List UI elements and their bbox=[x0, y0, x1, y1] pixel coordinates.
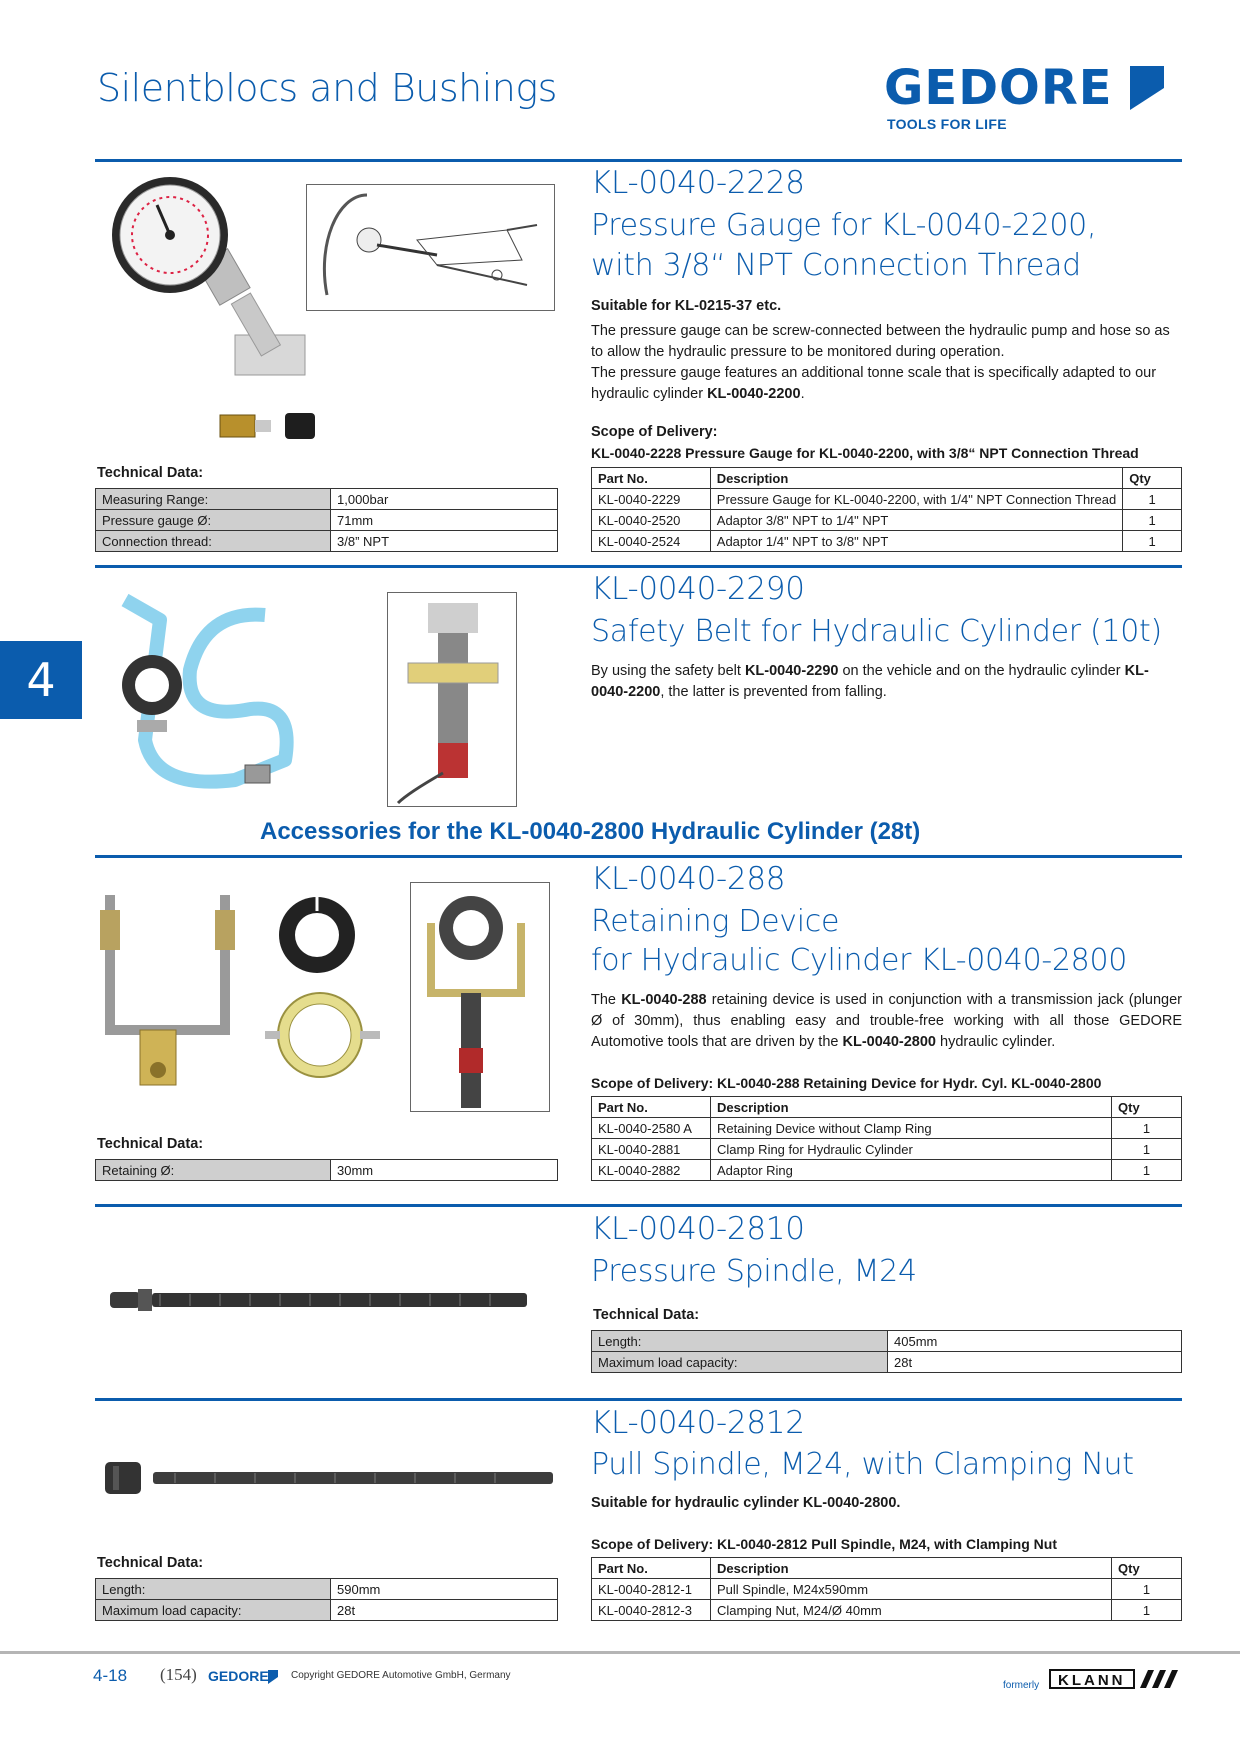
table-row bbox=[592, 1118, 1182, 1139]
scope-table bbox=[591, 467, 1182, 552]
scope-line: Scope of Delivery: KL-0040-2812 Pull Spindle, M24, with Clamping Nut bbox=[591, 1536, 1057, 1552]
page-title: Silentblocs and Bushings bbox=[97, 66, 557, 110]
formerly-label: formerly bbox=[1003, 1680, 1040, 1691]
safety-belt-image bbox=[115, 590, 305, 805]
cell: Pressure Gauge for KL-0040-2200, with 1/4" NPT Connection Thread bbox=[710, 489, 1122, 510]
cell: 1 bbox=[1112, 1600, 1182, 1621]
cell: 71mm bbox=[331, 510, 558, 531]
cell: Retaining Ø: bbox=[96, 1160, 331, 1181]
description-text: The pressure gauge features an additional tonne scale that is specifically adapted to our hydraulic cylinder bbox=[591, 365, 1157, 402]
scope-table bbox=[591, 1557, 1182, 1621]
cell: 3/8” NPT bbox=[331, 531, 558, 552]
product-title: Pressure Spindle, M24 bbox=[591, 1254, 917, 1289]
col-qty: Qty bbox=[1112, 1097, 1182, 1118]
suitable-for: Suitable for KL-0215-37 etc. bbox=[591, 298, 782, 314]
col-description: Description bbox=[711, 1558, 1112, 1579]
section-divider bbox=[95, 565, 1182, 568]
logo-wordmark: GEDORE bbox=[884, 60, 1113, 116]
safety-belt-photo bbox=[387, 592, 517, 807]
klann-text: KLANN bbox=[1058, 1672, 1126, 1689]
cell: KL-0040-2229 bbox=[592, 489, 711, 510]
table-row bbox=[96, 1160, 558, 1181]
cell: 405mm bbox=[888, 1331, 1182, 1352]
pressure-spindle-image bbox=[110, 1285, 535, 1315]
cell: KL-0040-2520 bbox=[592, 510, 711, 531]
product-title: for Hydraulic Cylinder KL-0040-2800 bbox=[591, 943, 1128, 978]
description-text: The bbox=[591, 992, 622, 1008]
suitable-for: Suitable for hydraulic cylinder KL-0040-2800. bbox=[591, 1495, 901, 1511]
cell: Connection thread: bbox=[96, 531, 331, 552]
tech-data-label: Technical Data: bbox=[97, 1555, 204, 1571]
tech-data-table bbox=[95, 488, 558, 552]
description-text: , the latter is prevented from falling. bbox=[660, 684, 887, 700]
cell: 1,000bar bbox=[331, 489, 558, 510]
table-header-row bbox=[592, 468, 1182, 489]
table-header-row bbox=[592, 1558, 1182, 1579]
description-text: By using the safety belt bbox=[591, 663, 745, 679]
table-row bbox=[592, 1139, 1182, 1160]
col-part-no: Part No. bbox=[592, 468, 711, 489]
cell: 1 bbox=[1112, 1579, 1182, 1600]
tech-data-table bbox=[95, 1578, 558, 1621]
section-heading: Accessories for the KL-0040-2800 Hydraulic Cylinder (28t) bbox=[260, 818, 921, 845]
description-text: retaining device is used in conjunction with a transmission jack (plunger Ø of 30mm), thus enabling easy and trouble-free working with all those GEDORE Automotive tools that are driven by the bbox=[591, 992, 1182, 1050]
product-title: Pull Spindle, M24, with Clamping Nut bbox=[591, 1447, 1134, 1482]
cell: KL-0040-2881 bbox=[592, 1139, 711, 1160]
cell: 1 bbox=[1112, 1118, 1182, 1139]
cell: 1 bbox=[1123, 489, 1182, 510]
cell: 28t bbox=[888, 1352, 1182, 1373]
table-row bbox=[96, 1600, 558, 1621]
clamp-rings-image bbox=[265, 895, 385, 1085]
description-bold: KL-0040-288 bbox=[621, 992, 707, 1008]
cell: Measuring Range: bbox=[96, 489, 331, 510]
tech-data-table bbox=[591, 1330, 1182, 1373]
product-number: KL-0040-2812 bbox=[591, 1405, 805, 1441]
footer-logo: GEDORE bbox=[208, 1668, 269, 1684]
table-row bbox=[96, 531, 558, 552]
product-title: Pressure Gauge for KL-0040-2200, bbox=[591, 208, 1097, 243]
page-number-alt: (154) bbox=[160, 1665, 197, 1684]
description-text: The pressure gauge can be screw-connected between the hydraulic pump and hose so as to allow the hydraulic pressure to be monitored during operation. bbox=[591, 323, 1170, 360]
footer-divider bbox=[0, 1651, 1240, 1654]
description-text: . bbox=[800, 386, 805, 402]
product-number: KL-0040-2290 bbox=[591, 571, 805, 607]
description-text: hydraulic cylinder. bbox=[935, 1034, 1056, 1050]
description-bold: KL-0040-2290 bbox=[744, 663, 839, 679]
cell: Clamping Nut, M24/Ø 40mm bbox=[711, 1600, 1112, 1621]
cell: Length: bbox=[592, 1331, 888, 1352]
table-row bbox=[592, 1600, 1182, 1621]
table-row bbox=[96, 510, 558, 531]
product-description bbox=[591, 661, 1182, 703]
retaining-device-photo bbox=[410, 882, 550, 1112]
pressure-gauge-diagram bbox=[306, 184, 555, 311]
col-qty: Qty bbox=[1112, 1558, 1182, 1579]
table-row bbox=[592, 510, 1182, 531]
cell: Retaining Device without Clamp Ring bbox=[711, 1118, 1112, 1139]
product-number: KL-0040-2810 bbox=[591, 1211, 805, 1247]
cell: 30mm bbox=[331, 1160, 558, 1181]
product-title: Safety Belt for Hydraulic Cylinder (10t) bbox=[591, 614, 1162, 649]
tech-data-table bbox=[95, 1159, 558, 1181]
table-row bbox=[592, 531, 1182, 552]
col-qty: Qty bbox=[1123, 468, 1182, 489]
section-divider bbox=[95, 1398, 1182, 1401]
cell: Adaptor Ring bbox=[711, 1160, 1112, 1181]
cell: 1 bbox=[1112, 1139, 1182, 1160]
logo-arrow-icon bbox=[1130, 66, 1164, 110]
table-row bbox=[592, 1579, 1182, 1600]
scope-line: KL-0040-2228 Pressure Gauge for KL-0040-2200, with 3/8“ NPT Connection Thread bbox=[591, 445, 1139, 461]
section-divider bbox=[95, 1204, 1182, 1207]
chapter-tab: 4 bbox=[0, 641, 82, 719]
table-row bbox=[592, 1352, 1182, 1373]
tech-data-label: Technical Data: bbox=[97, 465, 204, 481]
scope-line: Scope of Delivery: KL-0040-288 Retaining Device for Hydr. Cyl. KL-0040-2800 bbox=[591, 1075, 1102, 1091]
copyright: Copyright GEDORE Automotive GmbH, Germany bbox=[291, 1670, 511, 1681]
cell: KL-0040-2812-1 bbox=[592, 1579, 711, 1600]
table-header-row bbox=[592, 1097, 1182, 1118]
cell: KL-0040-2882 bbox=[592, 1160, 711, 1181]
product-number: KL-0040-2228 bbox=[591, 165, 805, 201]
cell: 590mm bbox=[331, 1579, 558, 1600]
product-title: Retaining Device bbox=[591, 904, 840, 939]
pressure-gauge-image bbox=[105, 175, 325, 445]
pull-spindle-image bbox=[105, 1460, 555, 1496]
cell: 28t bbox=[331, 1600, 558, 1621]
section-divider bbox=[95, 855, 1182, 858]
table-row bbox=[96, 1579, 558, 1600]
retaining-device-image bbox=[95, 880, 255, 1095]
description-bold: KL-0040-2200 bbox=[591, 663, 1149, 700]
gedore-logo bbox=[884, 62, 1184, 132]
table-row bbox=[592, 1331, 1182, 1352]
table-row bbox=[592, 489, 1182, 510]
tech-data-label: Technical Data: bbox=[593, 1307, 700, 1323]
cell: KL-0040-2812-3 bbox=[592, 1600, 711, 1621]
product-description bbox=[591, 990, 1182, 1053]
cell: Adaptor 1/4" NPT to 3/8" NPT bbox=[710, 531, 1122, 552]
scope-label: Scope of Delivery: bbox=[591, 424, 718, 440]
footer-logo-arrow-icon bbox=[268, 1670, 278, 1684]
cell: Pressure gauge Ø: bbox=[96, 510, 331, 531]
col-description: Description bbox=[710, 468, 1122, 489]
scope-table bbox=[591, 1096, 1182, 1181]
table-row bbox=[96, 489, 558, 510]
tech-data-label: Technical Data: bbox=[97, 1136, 204, 1152]
klann-logo bbox=[1048, 1667, 1183, 1691]
page-number: 4-18 bbox=[93, 1666, 128, 1685]
col-part-no: Part No. bbox=[592, 1097, 711, 1118]
description-bold: KL-0040-2800 bbox=[842, 1034, 936, 1050]
cell: Maximum load capacity: bbox=[96, 1600, 331, 1621]
cell: Adaptor 3/8" NPT to 1/4" NPT bbox=[710, 510, 1122, 531]
product-description bbox=[591, 321, 1182, 405]
table-row bbox=[592, 1160, 1182, 1181]
cell: KL-0040-2524 bbox=[592, 531, 711, 552]
cell: Maximum load capacity: bbox=[592, 1352, 888, 1373]
cell: Length: bbox=[96, 1579, 331, 1600]
cell: 1 bbox=[1123, 531, 1182, 552]
product-title: with 3/8“ NPT Connection Thread bbox=[591, 248, 1081, 283]
cell: KL-0040-2580 A bbox=[592, 1118, 711, 1139]
section-divider bbox=[95, 159, 1182, 162]
col-part-no: Part No. bbox=[592, 1558, 711, 1579]
description-text: on the vehicle and on the hydraulic cylinder bbox=[838, 663, 1125, 679]
cell: 1 bbox=[1112, 1160, 1182, 1181]
col-description: Description bbox=[711, 1097, 1112, 1118]
logo-tagline: TOOLS FOR LIFE bbox=[887, 116, 1007, 132]
cell: Pull Spindle, M24x590mm bbox=[711, 1579, 1112, 1600]
product-number: KL-0040-288 bbox=[591, 861, 786, 897]
description-bold: KL-0040-2200 bbox=[707, 386, 801, 402]
cell: 1 bbox=[1123, 510, 1182, 531]
cell: Clamp Ring for Hydraulic Cylinder bbox=[711, 1139, 1112, 1160]
